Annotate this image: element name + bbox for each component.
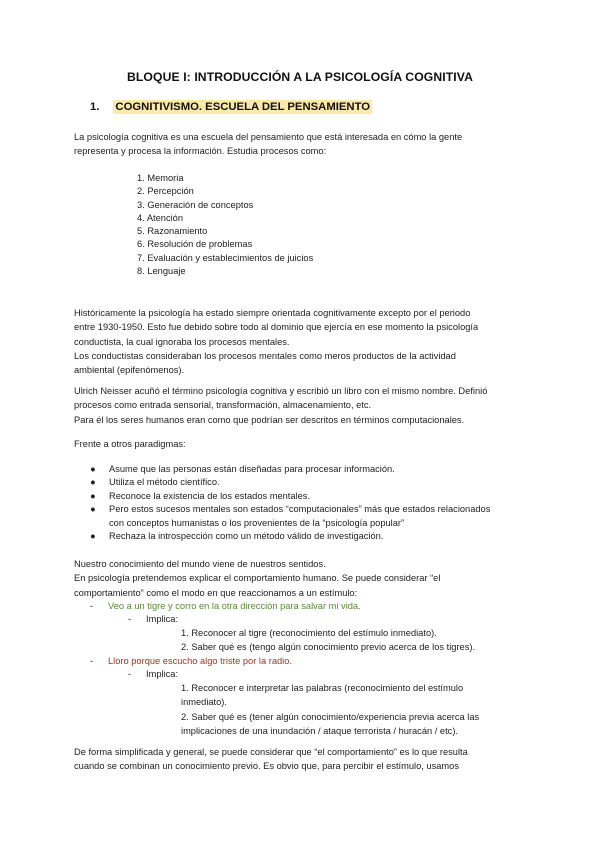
example-1-implica: - Implica: xyxy=(128,614,179,624)
dash-icon: - xyxy=(90,601,94,611)
text-line: La psicología cognitiva es una escuela del pensamiento que está interesada en cómo la gente xyxy=(74,132,463,142)
dash-icon: - xyxy=(90,656,94,666)
list-item: 4. Atención xyxy=(137,212,184,223)
example-2-items xyxy=(181,681,479,738)
text-line: Históricamente la psicología ha estado siempre orientada cognitivamente excepto por el periodo xyxy=(74,308,471,318)
text-line: procesos como entrada sensorial, transformación, almacenamiento, etc. xyxy=(74,400,372,411)
text-line: En psicología pretendemos explicar el comportamiento humano. Se puede considerar “el xyxy=(74,573,441,584)
neisser-paragraph xyxy=(74,384,487,427)
history-paragraph xyxy=(74,306,478,377)
section-heading xyxy=(90,101,372,113)
text-line: entre 1930-1950. Esto fue debido sobre todo al dominio que ejercía en ese momento la psicología xyxy=(74,322,479,333)
section-number: 1. xyxy=(90,101,100,113)
example-1 xyxy=(90,599,361,613)
text-line: Nuestro conocimiento del mundo viene de nuestros sentidos. xyxy=(74,559,326,569)
example-2-text: Lloro porque escucho algo triste por la radio. xyxy=(108,656,292,666)
closing-paragraph xyxy=(74,745,468,774)
text-line: conductista, la cual ignoraba los procesos mentales. xyxy=(74,336,290,347)
text-line: 2. Saber qué es (tener algún conocimiento/experiencia previa acerca las xyxy=(181,711,480,722)
text-line: 1. Reconocer e interpretar las palabras (reconocimiento del estímulo xyxy=(181,683,464,693)
list-item-continuation: con conceptos humanistas o los provenientes de la “psicología popular” xyxy=(109,517,405,528)
text-line: implicaciones de una inundación / ataque terrorista / huracán / etc). xyxy=(181,725,459,736)
paradigms-intro: Frente a otros paradigmas: xyxy=(74,439,186,449)
text-line: ambiental (epifenómenos). xyxy=(74,365,185,376)
text-line: comportamiento” como el modo en que reaccionamos a un estímulo: xyxy=(74,587,358,598)
bullet-icon: ● xyxy=(90,464,96,474)
section-heading-text: COGNITIVISMO. ESCUELA DEL PENSAMIENTO xyxy=(115,101,371,113)
list-item: ● Utiliza el método científico. xyxy=(90,476,490,489)
list-item: ● Reconoce la existencia de los estados mentales. xyxy=(90,490,490,503)
bullet-icon: ● xyxy=(90,531,96,542)
bullet-icon: ● xyxy=(90,504,96,515)
list-item: 3. Generación de conceptos xyxy=(137,199,254,210)
bullet-icon: ● xyxy=(90,490,96,501)
list-item: 1. Memoria xyxy=(137,173,184,183)
text-line: representa y procesa la información. Estudia procesos como: xyxy=(74,146,327,157)
text-line: Ulrich Neisser acuñó el término psicología cognitiva y escribió un libro con el mismo nombre. Definió xyxy=(74,386,488,396)
list-item: ● Pero estos sucesos mentales son estados “computacionales” más que estados relacionados xyxy=(90,503,490,516)
list-item: 5. Razonamiento xyxy=(137,226,208,237)
example-1-items xyxy=(181,626,475,655)
process-list xyxy=(137,172,313,278)
knowledge-paragraph xyxy=(74,557,440,600)
paradigm-list xyxy=(90,463,490,543)
intro-paragraph xyxy=(74,130,462,159)
list-item: ● Asume que las personas están diseñadas para procesar información. xyxy=(90,463,490,476)
text-line: De forma simplificada y general, se puede considerar que “el comportamiento” es lo que resulta xyxy=(74,747,468,757)
list-item: 2. Percepción xyxy=(137,186,194,197)
text-line: 2. Saber qué es (tengo algún conocimiento previo acerca de los tigres). xyxy=(181,642,476,653)
text-line: cuando se combinan un conocimiento previo. Es obvio que, para percibir el estímulo, usamos xyxy=(74,761,459,772)
text-line: 1. Reconocer al tigre (reconocimiento del estímulo inmediato). xyxy=(181,628,437,638)
example-2-implica: - Implica: xyxy=(128,669,179,679)
list-item: ● Rechaza la introspección como un método válido de investigación. xyxy=(90,530,490,543)
text-line: inmediato). xyxy=(181,697,227,708)
example-2 xyxy=(90,654,292,668)
document-title: BLOQUE I: INTRODUCCIÓN A LA PSICOLOGÍA COGNITIVA xyxy=(126,70,474,84)
list-item: 6. Resolución de problemas xyxy=(137,239,253,250)
dash-icon: - xyxy=(128,669,132,679)
example-1-text: Veo a un tigre y corro en la otra dirección para salvar mi vida. xyxy=(108,601,361,611)
list-item: 7. Evaluación y establecimientos de juicios xyxy=(137,252,314,263)
text-line: Los conductistas consideraban los procesos mentales como meros productos de la actividad xyxy=(74,350,456,361)
text-line: Para él los seres humanos eran como que podrían ser descritos en términos computacionales. xyxy=(74,414,465,425)
list-item: 8. Lenguaje xyxy=(137,266,186,277)
dash-icon: - xyxy=(128,614,132,624)
bullet-icon: ● xyxy=(90,477,96,488)
